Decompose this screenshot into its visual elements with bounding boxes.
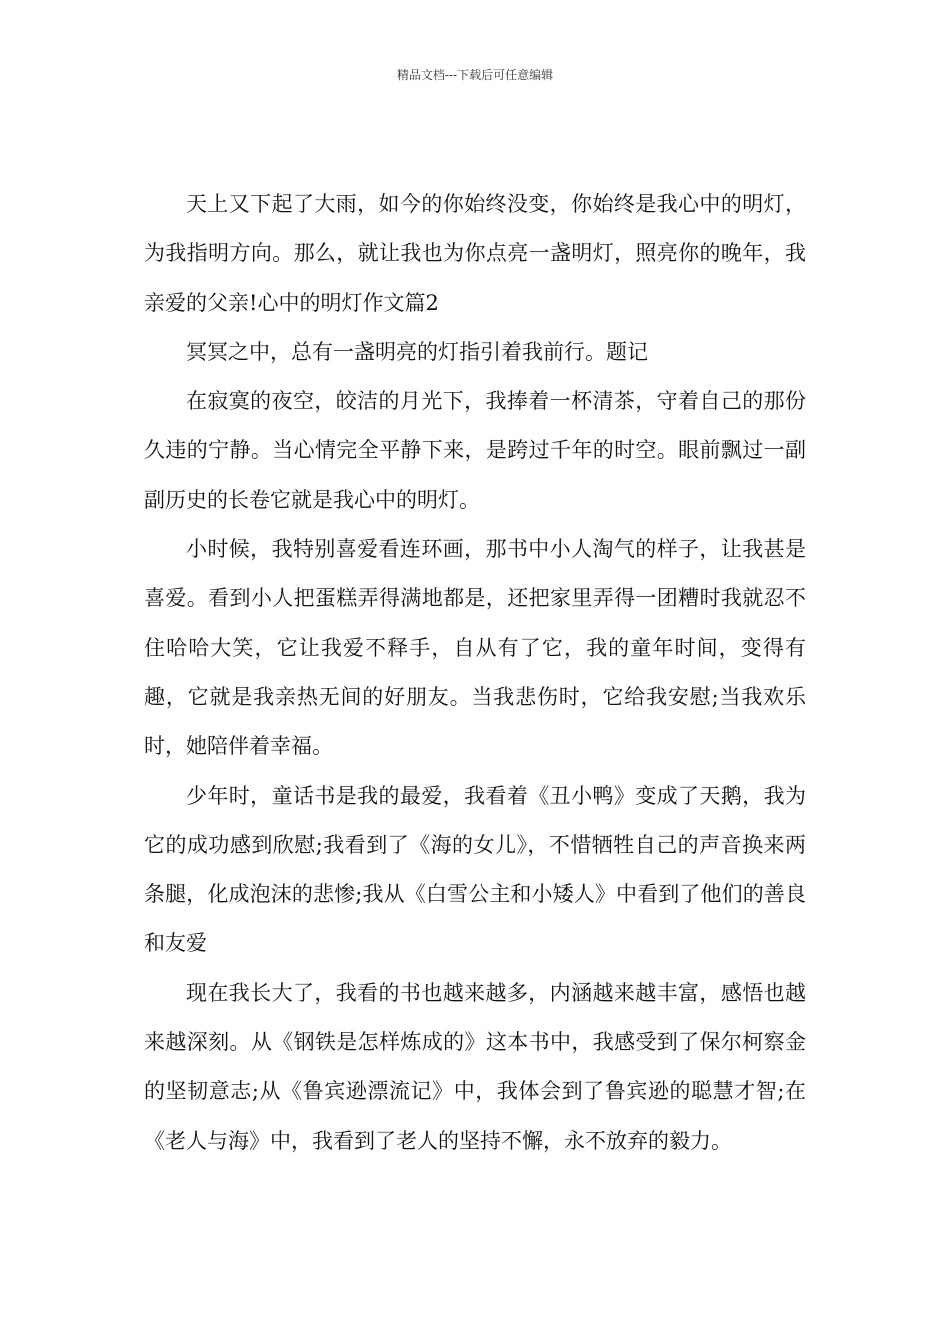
paragraph: 在寂寞的夜空，皎洁的月光下，我捧着一杯清茶，守着自己的那份久违的宁静。当心情完全平静下来，是跨过千年的时空。眼前飘过一副副历史的长卷它就是我心中的明灯。 bbox=[144, 389, 806, 512]
paragraph: 冥冥之中，总有一盏明亮的灯指引着我前行。题记 bbox=[186, 339, 648, 364]
paragraph: 少年时，童话书是我的最爱，我看着《丑小鸭》变成了天鹅，我为它的成功感到欣慰;我看到了《海的女儿》，不惜牺牲自己的声音换来两条腿，化成泡沫的悲惨;我从《白雪公主和小矮人》中看到了他们的善良和友爱 bbox=[144, 783, 806, 956]
paragraph: 现在我长大了，我看的书也越来越多，内涵越来越丰富，感悟也越来越深刻。从《钢铁是怎样炼成的》这本书中，我感受到了保尔柯察金的坚韧意志;从《鲁宾逊漂流记》中，我体会到了鲁宾逊的聪慧才智;在《老人与海》中，我看到了老人的坚持不懈，永不放弃的毅力。 bbox=[144, 980, 806, 1153]
page-header: 精品文档---下载后可任意编辑 bbox=[396, 68, 554, 82]
paragraph: 天上又下起了大雨，如今的你始终没变，你始终是我心中的明灯，为我指明方向。那么，就让我也为你点亮一盏明灯，照亮你的晚年，我亲爱的父亲!心中的明灯作文篇2 bbox=[144, 192, 806, 315]
paragraph: 小时候，我特别喜爱看连环画，那书中小人淘气的样子，让我甚是喜爱。看到小人把蛋糕弄得满地都是，还把家里弄得一团糟时我就忍不住哈哈大笑，它让我爱不释手，自从有了它，我的童年时间，变得有趣，它就是我亲热无间的好朋友。当我悲伤时，它给我安慰;当我欢乐时，她陪伴着幸福。 bbox=[144, 537, 806, 759]
document-body bbox=[144, 180, 806, 1166]
